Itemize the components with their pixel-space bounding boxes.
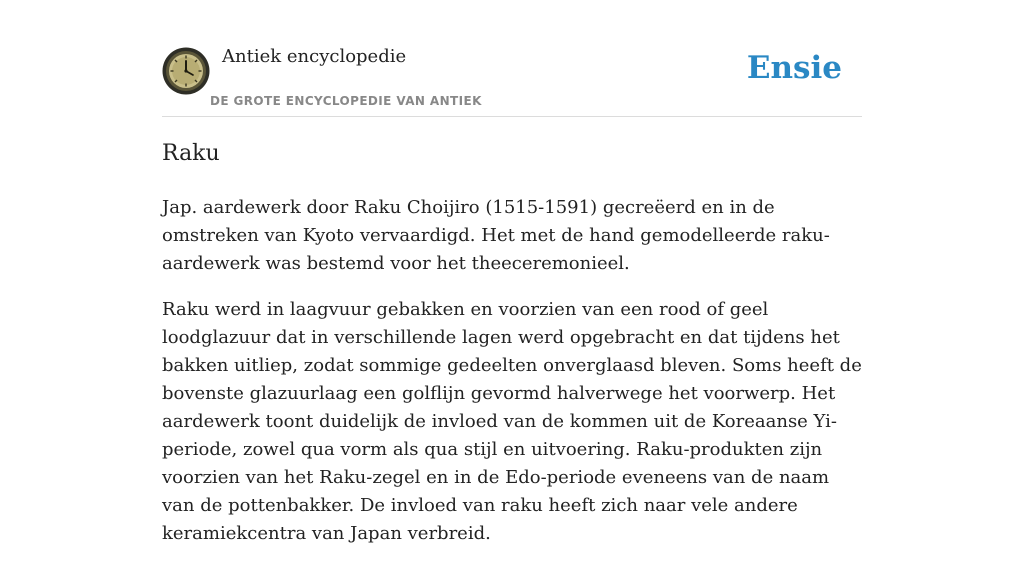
clock-icon[interactable]: [162, 47, 210, 95]
site-header: [162, 0, 862, 117]
article-title: Raku: [162, 141, 220, 166]
site-title[interactable]: Antiek encyclopedie: [222, 46, 407, 67]
article: [162, 139, 862, 566]
site-subtitle: DE GROTE ENCYCLOPEDIE VAN ANTIEK: [210, 94, 482, 108]
article-paragraph: Jap. aardewerk door Raku Choijiro (1515-1591) gecreëerd en in de omstreken van Kyoto vervaardigd. Het met de hand gemodelleerde raku-aardewerk was bestemd voor het theeceremonieel.: [162, 197, 830, 274]
article-paragraph: Raku werd in laagvuur gebakken en voorzien van een rood of geel loodglazuur dat in verschillende lagen werd opgebracht en dat tijdens het bakken uitliep, zodat sommige gedeelten onverglaasd bleven. Soms heeft de bovenste glazuurlaag een golflijn gevormd halverwege het voorwerp. Het aardewerk toont duidelijk de invloed van de kommen uit de Koreaanse Yi-periode, zowel qua vorm als qua stijl en uitvoering. Raku-produkten zijn voorzien van het Raku-zegel en in de Edo-periode eveneens van de naam van de pottenbakker. De invloed van raku heeft zich naar vele andere keramiekcentra van Japan verbreid.: [162, 299, 862, 544]
brand-logo[interactable]: Ensie: [746, 50, 842, 86]
